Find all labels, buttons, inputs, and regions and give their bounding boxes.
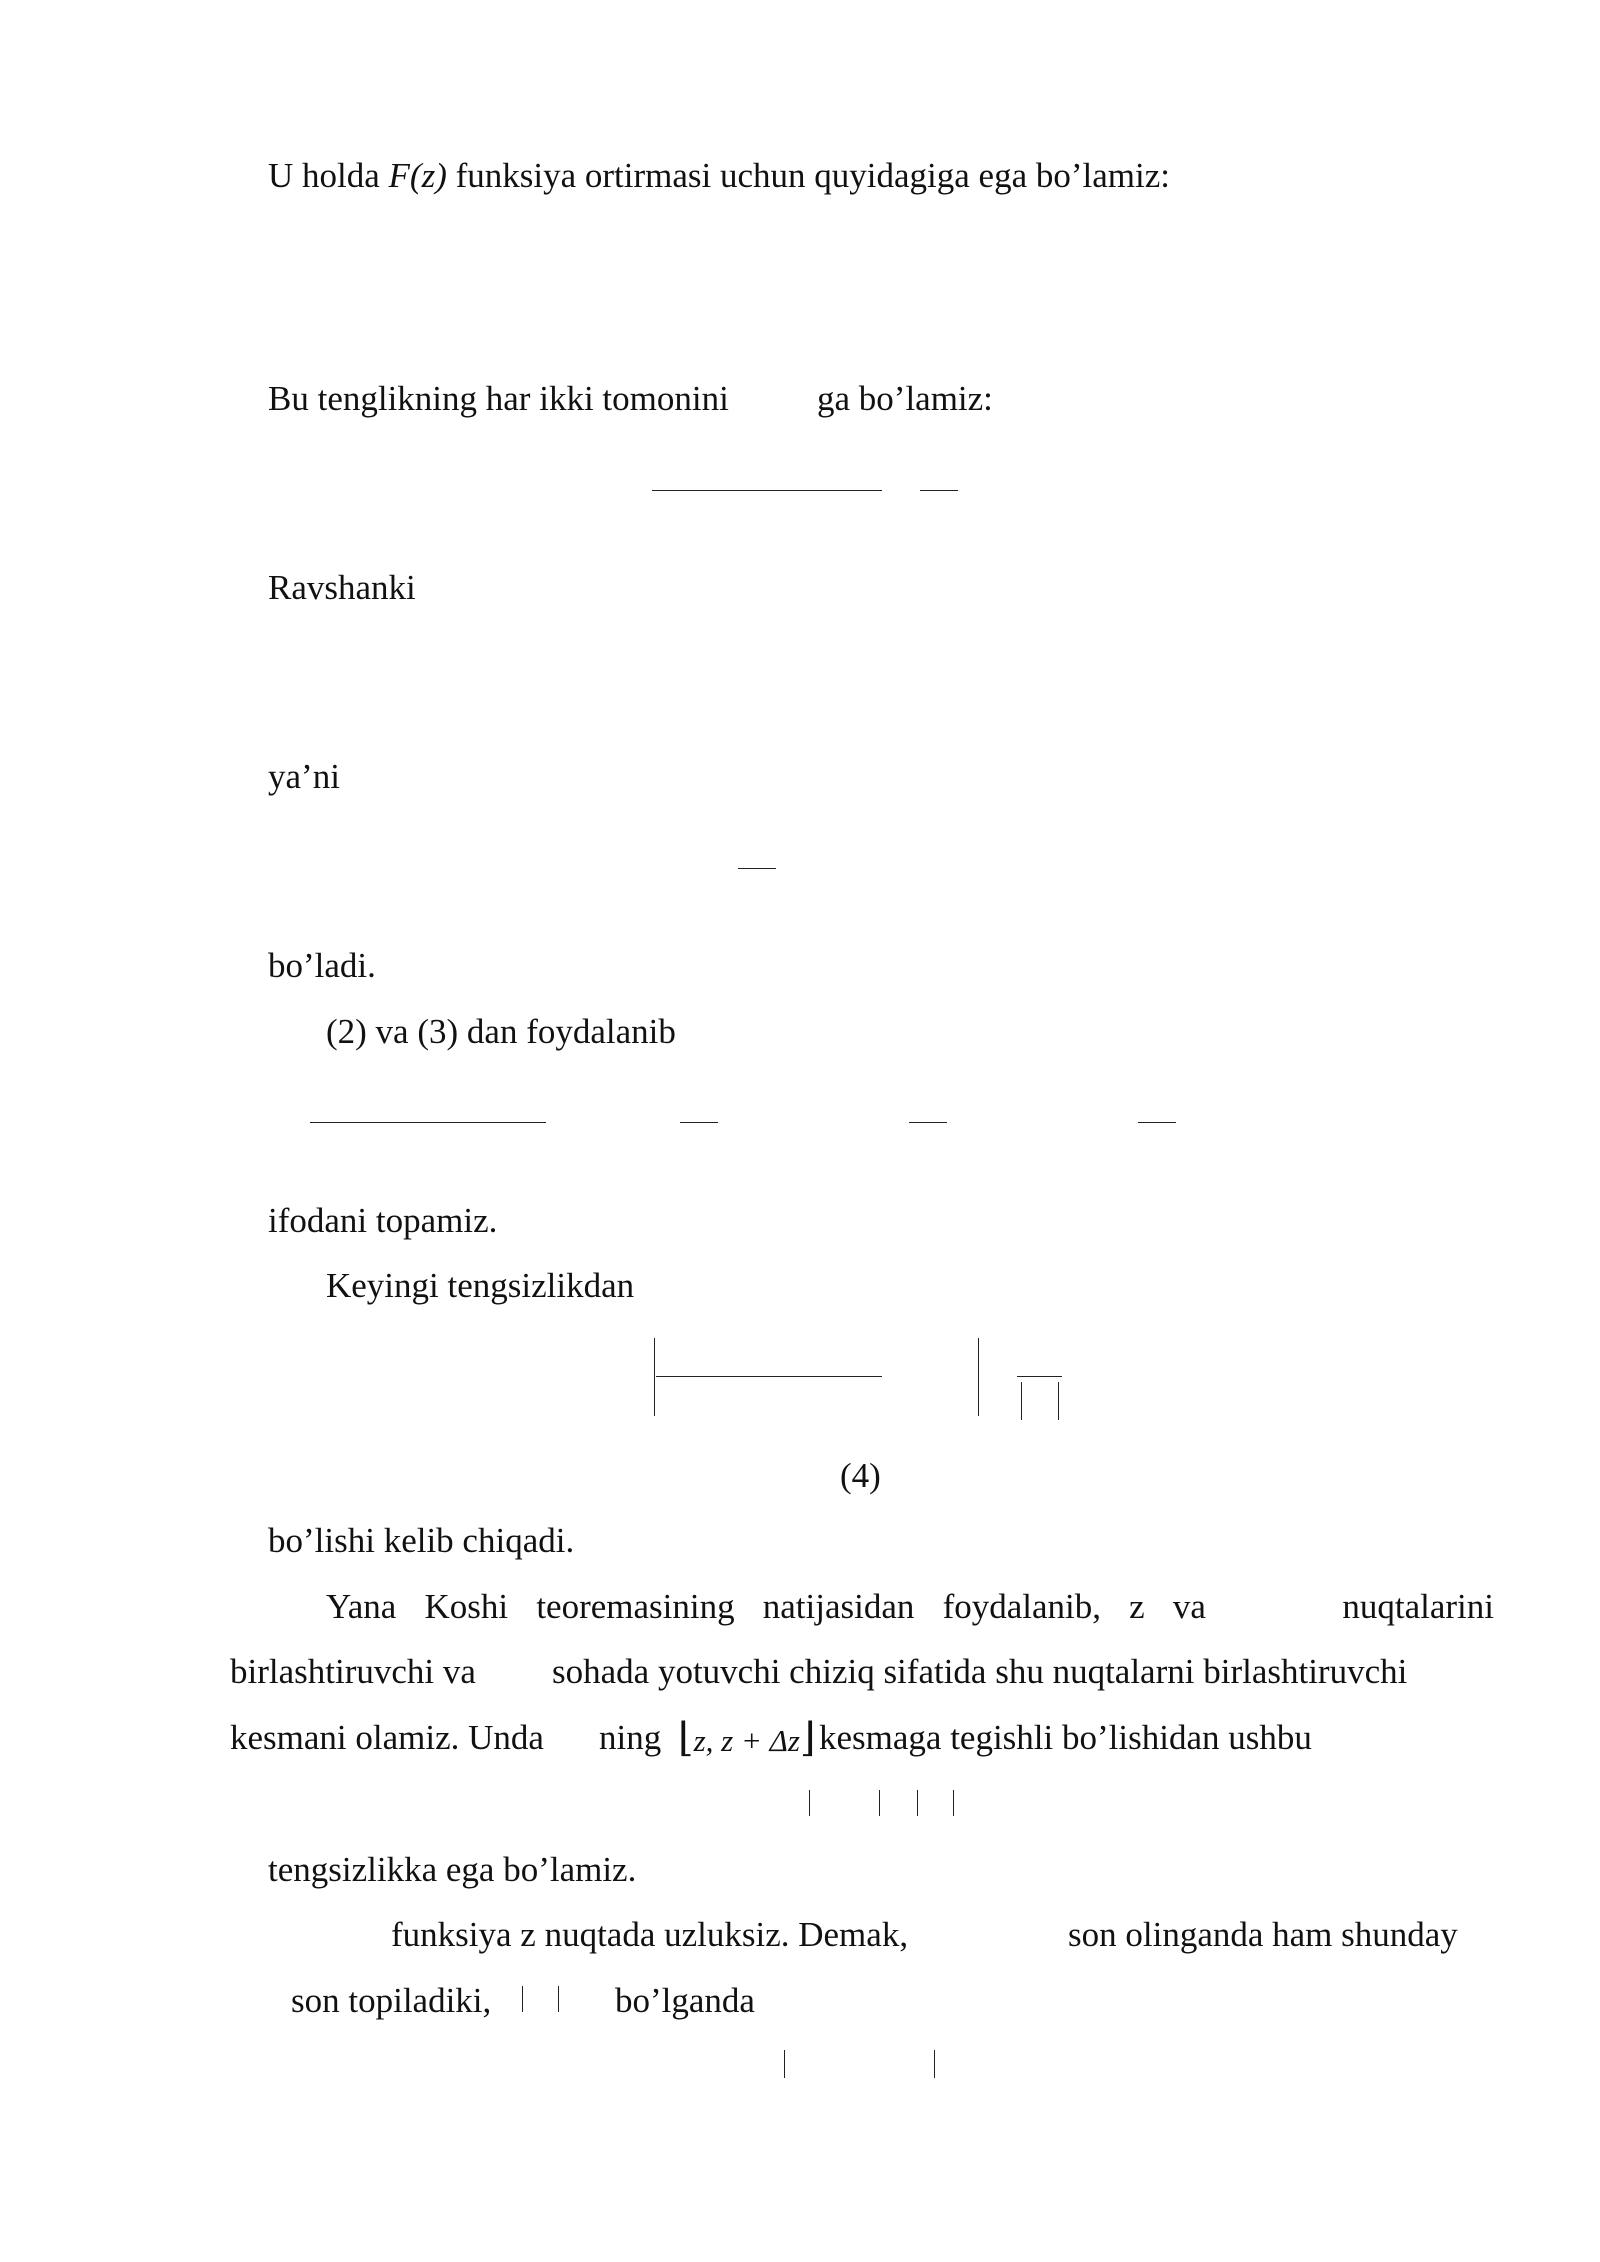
fraction-line <box>310 1122 546 1123</box>
paragraph-koshi-line1: Yana Koshi teoremasining natijasidan foydalanib, z va nuqtalarini <box>326 1587 1494 1626</box>
paragraph-topiladiki-b: bo’lganda <box>615 1981 755 2020</box>
absolute-bar <box>1021 1382 1022 1420</box>
equation-number: (4) <box>840 1456 881 1495</box>
paragraph-topiladiki-a: son topiladiki, <box>291 1981 492 2020</box>
absolute-bar <box>784 2050 785 2078</box>
fraction-line <box>920 490 958 491</box>
paragraph-intro: U holda F(z) funksiya ortirmasi uchun quyidagiga ega bo’lamiz: <box>268 156 1170 195</box>
absolute-bar <box>654 1338 655 1416</box>
fraction-line <box>652 490 882 491</box>
fraction-line <box>656 1376 882 1377</box>
paragraph-koshi-line3c: kesmaga tegishli bo’lishidan ushbu <box>819 1718 1312 1757</box>
paragraph-divide: Bu tenglikning har ikki tomonini <box>268 379 729 418</box>
absolute-bar <box>953 1790 954 1816</box>
absolute-bar <box>809 1790 810 1816</box>
paragraph-ravshanki: Ravshanki <box>268 568 416 607</box>
paragraph-yani: ya’ni <box>268 757 340 796</box>
paragraph-koshi-line3a: kesmani olamiz. Unda <box>230 1718 544 1757</box>
paragraph-boladi: bo’ladi. <box>268 946 376 985</box>
fraction-line <box>909 1122 947 1123</box>
paragraph-using-2-3: (2) va (3) dan foydalanib <box>326 1012 676 1051</box>
paragraph-keyingi: Keyingi tengsizlikdan <box>326 1266 635 1305</box>
paragraph-divide-end: ga bo’lamiz: <box>817 379 993 418</box>
fraction-line <box>1138 1122 1176 1123</box>
absolute-bar <box>558 1986 559 2012</box>
paragraph-koshi-line2a: birlashtiruvchi va <box>230 1652 476 1691</box>
fraction-line <box>738 868 776 869</box>
paragraph-koshi-line3b: ning <box>599 1718 662 1757</box>
paragraph-koshi-line2b: sohada yotuvchi chiziq sifatida shu nuqtalarni birlashtiruvchi <box>552 1652 1408 1691</box>
fraction-line <box>680 1122 718 1123</box>
paragraph-kelib-chiqadi: bo’lishi kelib chiqadi. <box>268 1521 575 1560</box>
absolute-bar <box>522 1986 523 2012</box>
absolute-bar <box>934 2050 935 2078</box>
absolute-bar <box>978 1338 979 1416</box>
paragraph-uzluksiz-b: son olinganda ham shunday <box>1068 1915 1458 1954</box>
paragraph-ifodani: ifodani topamiz. <box>268 1201 498 1240</box>
absolute-bar <box>1058 1382 1059 1420</box>
fraction-line <box>1017 1376 1062 1377</box>
segment-formula: ⌊z, z + Δz⌋ <box>678 1715 816 1760</box>
paragraph-tengsizlikka: tengsizlikka ega bo’lamiz. <box>268 1850 637 1889</box>
function-name: F(z) <box>388 156 447 195</box>
absolute-bar <box>879 1790 880 1816</box>
paragraph-uzluksiz-a: funksiya z nuqtada uzluksiz. Demak, <box>391 1915 909 1954</box>
absolute-bar <box>917 1790 918 1816</box>
